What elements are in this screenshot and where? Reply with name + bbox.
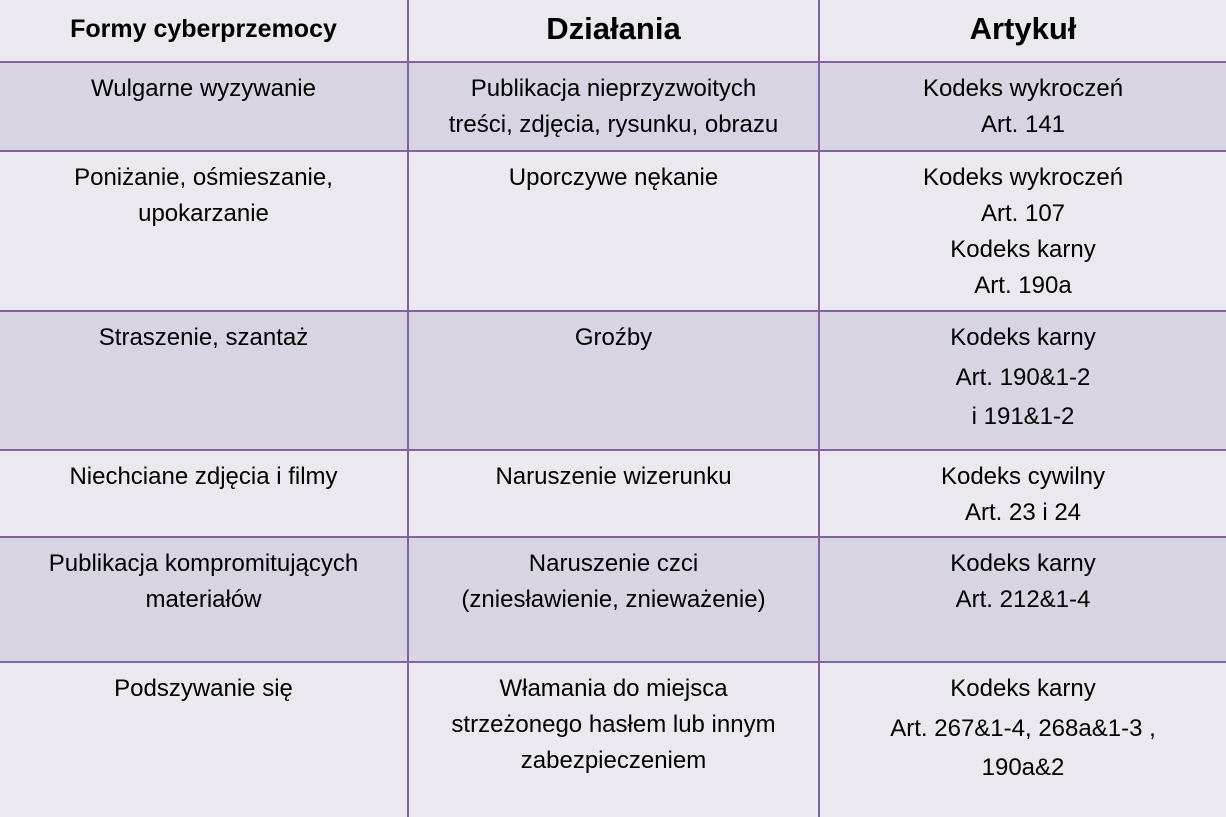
cell-text: 190a&2	[981, 754, 1065, 781]
cell-form	[0, 311, 408, 450]
header-row	[0, 0, 1226, 62]
cell-form	[0, 662, 408, 817]
cell-article	[819, 450, 1226, 537]
cell-text: Kodeks cywilny	[940, 463, 1106, 490]
cell-article	[819, 537, 1226, 662]
cell-text: zabezpieczeniem	[520, 747, 707, 774]
table-row	[0, 62, 1226, 151]
cell-text: Art. 141	[980, 111, 1066, 138]
cell-text: Włamania do miejsca	[499, 675, 728, 702]
cell-text: Art. 190&1-2	[955, 364, 1091, 391]
cell-text: Art. 212&1-4	[955, 586, 1091, 613]
cell-text: Kodeks karny	[950, 550, 1096, 577]
cell-text: Groźby	[574, 324, 653, 351]
cell-text: Kodeks karny	[950, 236, 1096, 263]
cell-text: treści, zdjęcia, rysunku, obrazu	[448, 111, 779, 138]
cell-text: Kodeks karny	[950, 675, 1096, 702]
cell-text: i 191&1-2	[971, 403, 1075, 430]
cell-action	[408, 537, 819, 662]
cell-action	[408, 450, 819, 537]
cell-text: Niechciane zdjęcia i filmy	[69, 463, 338, 490]
cell-article	[819, 62, 1226, 151]
cell-text: strzeżonego hasłem lub innym	[451, 711, 776, 738]
cell-text: Kodeks wykroczeń	[922, 164, 1124, 191]
cell-article	[819, 662, 1226, 817]
header-article: Artykuł	[819, 0, 1226, 62]
cell-text: Publikacja nieprzyzwoitych	[470, 75, 757, 102]
cell-action	[408, 311, 819, 450]
cell-text: Podszywanie się	[114, 675, 293, 702]
table-row	[0, 311, 1226, 450]
cell-text: materiałów	[145, 586, 262, 613]
cell-text: Naruszenie wizerunku	[495, 463, 732, 490]
cell-text: Publikacja kompromitujących	[48, 550, 359, 577]
cell-text: upokarzanie	[138, 200, 269, 227]
table-row	[0, 537, 1226, 662]
cell-form	[0, 62, 408, 151]
cell-text: Uporczywe nękanie	[508, 164, 719, 191]
cell-text: Art. 23 i 24	[964, 499, 1082, 526]
cell-text: Art. 267&1-4, 268a&1-3 ,	[890, 715, 1156, 742]
cell-text: Kodeks karny	[950, 324, 1096, 351]
cell-text: Art. 190a	[974, 272, 1072, 299]
header-forms: Formy cyberprzemocy	[0, 0, 408, 62]
cell-action	[408, 62, 819, 151]
cell-text: Poniżanie, ośmieszanie,	[74, 164, 333, 191]
cell-text: (zniesławienie, znieważenie)	[461, 586, 766, 613]
header-actions: Działania	[408, 0, 819, 62]
cell-form	[0, 151, 408, 311]
table-row	[0, 662, 1226, 817]
cell-form	[0, 450, 408, 537]
table-row	[0, 450, 1226, 537]
cell-form	[0, 537, 408, 662]
cell-text: Naruszenie czci	[528, 550, 699, 577]
cell-article	[819, 311, 1226, 450]
cell-article	[819, 151, 1226, 311]
table-row	[0, 151, 1226, 311]
cell-text: Wulgarne wyzywanie	[91, 75, 316, 102]
cell-action	[408, 151, 819, 311]
cell-text: Art. 107	[980, 200, 1066, 227]
cell-text: Straszenie, szantaż	[98, 324, 309, 351]
cell-action	[408, 662, 819, 817]
cell-text: Kodeks wykroczeń	[922, 75, 1124, 102]
